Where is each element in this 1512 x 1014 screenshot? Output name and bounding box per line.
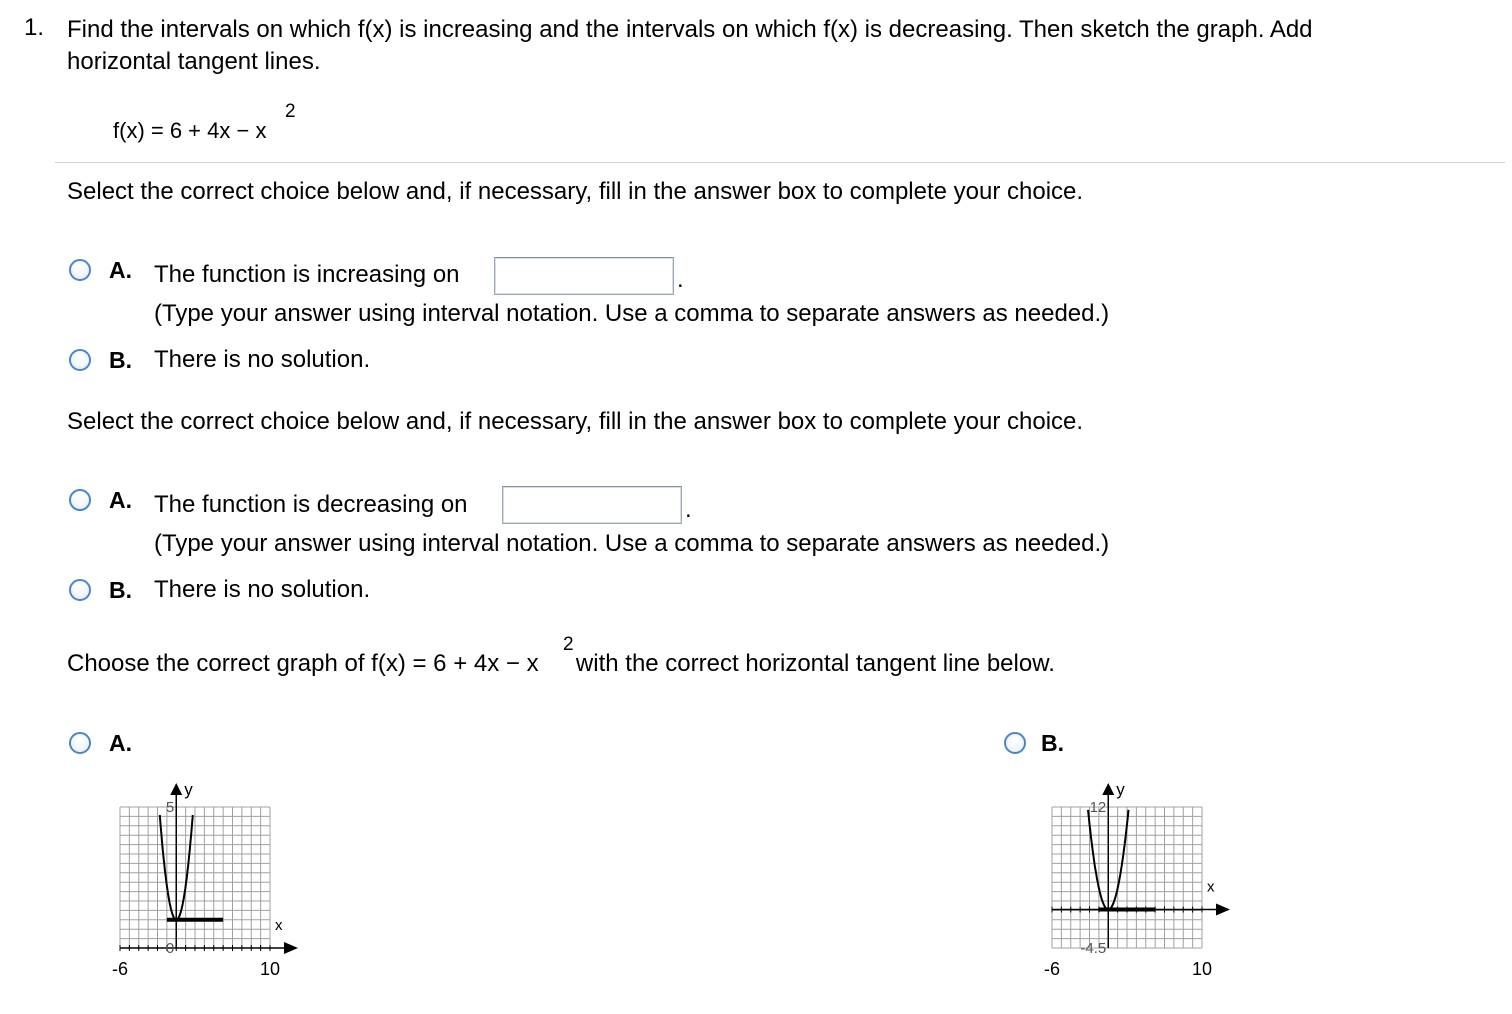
- part2-option-b-radio[interactable]: [69, 579, 91, 601]
- formula-exponent: 2: [285, 101, 296, 122]
- graph-a-grid: [120, 807, 270, 948]
- question-number: 1.: [24, 14, 45, 41]
- graph-a-y-label: y: [184, 780, 193, 799]
- graph-b-x-tick-right: 10: [1191, 959, 1213, 979]
- part1-option-b-letter: B.: [109, 347, 132, 373]
- graph-a-x-tick-right: 10: [259, 959, 281, 979]
- graph-b-y-label: y: [1116, 780, 1125, 799]
- graph-b-axes: [1052, 783, 1230, 948]
- graph-a-letter: A.: [109, 730, 132, 756]
- increasing-interval-input[interactable]: [494, 257, 674, 295]
- part1-option-a-radio[interactable]: [69, 259, 91, 281]
- graph-a-y-tick-origin: 0: [165, 940, 175, 957]
- graph-b-y-tick-bottom: -4.5: [1080, 940, 1107, 957]
- graph-a-radio[interactable]: [69, 732, 91, 754]
- part2-option-a-radio[interactable]: [69, 489, 91, 511]
- part3-instruction: [67, 634, 1055, 678]
- part3-instruction-pre: Choose the correct graph of f(x) = 6 + 4x − x: [67, 650, 539, 677]
- graph-a-axes: [120, 783, 298, 954]
- graph-b-radio[interactable]: [1004, 732, 1026, 754]
- question-line-1: Find the intervals on which f(x) is increasing and the intervals on which f(x) is decreasing. Then sketch the graph. Add: [67, 16, 1313, 43]
- graph-a-x-tick-left: -6: [111, 959, 129, 979]
- part3-instruction-exponent: 2: [563, 634, 574, 655]
- function-formula: [113, 101, 296, 144]
- graph-a-y-tick-top: 5: [165, 799, 175, 816]
- part1-option-a-text: The function is increasing on: [154, 261, 460, 288]
- part1-option-a-hint: (Type your answer using interval notation. Use a comma to separate answers as needed.): [154, 300, 1110, 327]
- graph-b-y-tick-top: 12: [1089, 799, 1107, 816]
- part1-option-a-letter: A.: [109, 257, 132, 283]
- y-axis-arrow: [170, 783, 182, 795]
- question-line-2: horizontal tangent lines.: [67, 48, 321, 75]
- part1-instruction: Select the correct choice below and, if necessary, fill in the answer box to complete your choice.: [67, 178, 1084, 205]
- y-axis-arrow: [1102, 783, 1114, 795]
- graph-a-x-label: x: [275, 917, 283, 934]
- part3-instruction-post: with the correct horizontal tangent line below.: [575, 650, 1055, 677]
- x-axis-arrow: [284, 942, 298, 954]
- part2-option-a-period: .: [685, 496, 692, 523]
- graph-b-letter: B.: [1041, 730, 1064, 756]
- graph-b-x-label: x: [1207, 878, 1215, 896]
- graph-a[interactable]: [100, 770, 320, 990]
- part1-option-b-radio[interactable]: [69, 349, 91, 371]
- x-axis-arrow: [1216, 904, 1230, 916]
- part2-option-a-letter: A.: [109, 487, 132, 513]
- part2-option-a-text: The function is decreasing on: [154, 491, 468, 518]
- graph-b-x-tick-left: -6: [1043, 959, 1061, 979]
- question-text: [67, 14, 1313, 78]
- formula-base: f(x) = 6 + 4x − x: [113, 118, 267, 143]
- part1-option-b-text: There is no solution.: [154, 346, 371, 373]
- decreasing-interval-input[interactable]: [502, 486, 682, 524]
- part1-option-a-period: .: [677, 266, 684, 293]
- graph-b[interactable]: [1032, 770, 1252, 990]
- part2-instruction: Select the correct choice below and, if necessary, fill in the answer box to complete your choice.: [67, 408, 1084, 435]
- part2-option-b-letter: B.: [109, 577, 132, 603]
- part2-option-b-text: There is no solution.: [154, 576, 371, 603]
- divider: [55, 162, 1505, 163]
- part2-option-a-hint: (Type your answer using interval notation. Use a comma to separate answers as needed.): [154, 530, 1110, 557]
